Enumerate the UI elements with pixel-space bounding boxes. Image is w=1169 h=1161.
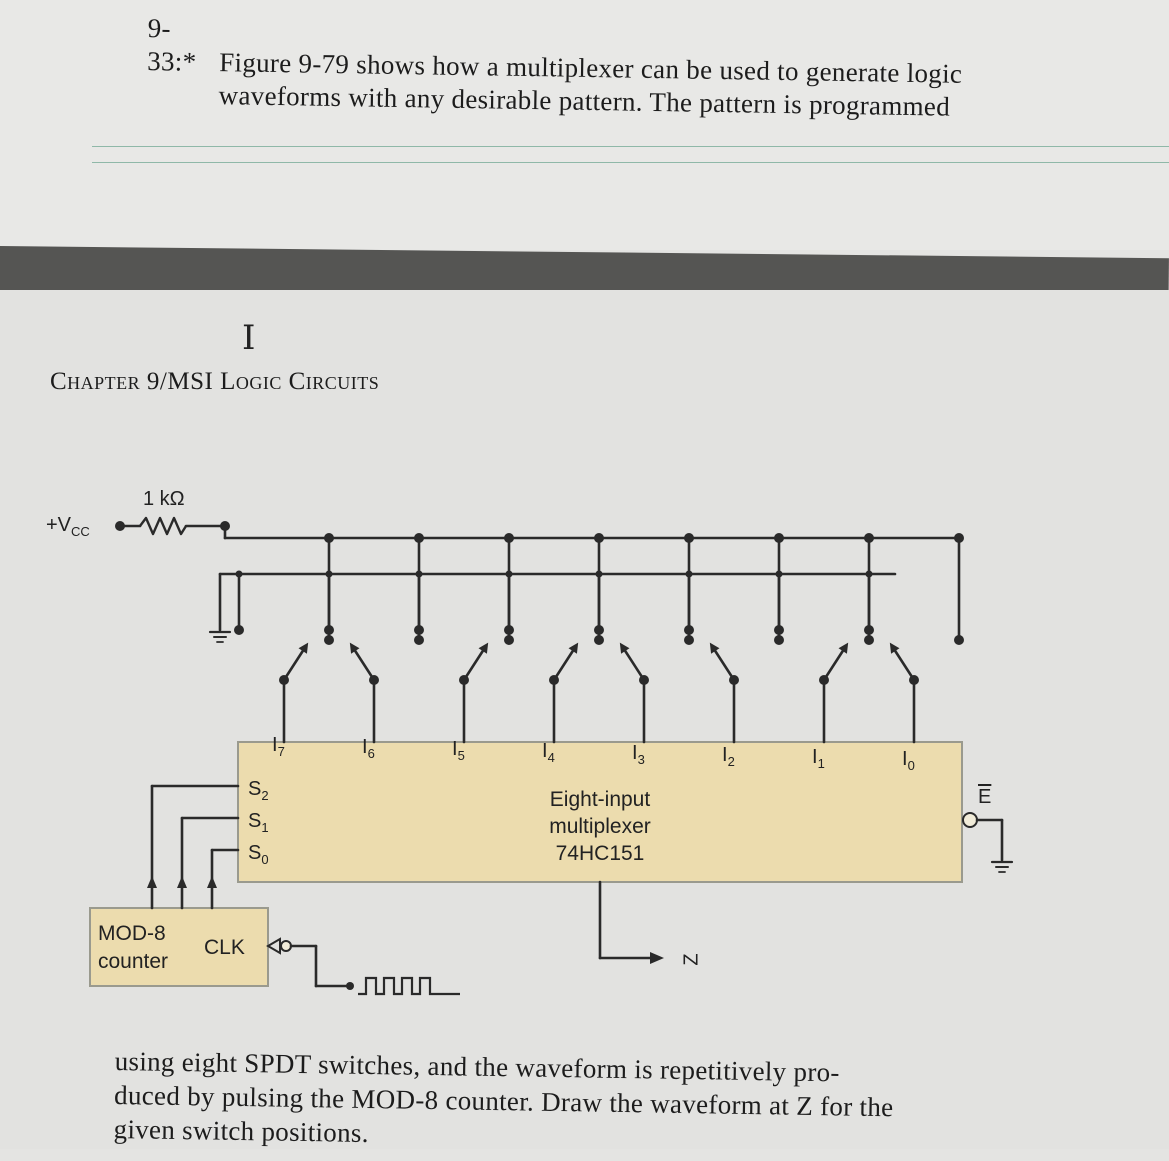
switch-2-high-contact <box>504 635 514 645</box>
switch-7-high-contact <box>954 635 964 645</box>
input-label-i7 <box>272 734 285 759</box>
clk-triangle <box>268 939 280 953</box>
switch-5-arrow <box>706 640 720 654</box>
enable-label: $\overline{E}$ <box>978 786 992 808</box>
input-label-i5 <box>452 738 465 763</box>
input-label-i0-sub: 0 <box>907 758 915 773</box>
switch-2-arrow <box>479 640 493 654</box>
input-label-i5-main: I <box>452 738 458 760</box>
circuit-figure <box>40 480 1050 1020</box>
input-label-i7-sub: 7 <box>277 744 285 759</box>
select-label-s0: $S_0$ <box>248 842 269 867</box>
switch-2-low-junction <box>416 571 423 578</box>
counter-label-line-2: counter <box>98 950 169 973</box>
enable-bubble <box>963 813 977 827</box>
problem-text <box>146 12 1137 127</box>
input-label-i2-main: I <box>722 744 728 766</box>
mux-label-line-3: 74HC151 <box>555 842 645 865</box>
switch-4-arrow <box>616 640 630 654</box>
continuation-line-2: duced by pulsing the MOD-8 counter. Draw the waveform at Z for the <box>113 1079 894 1123</box>
select-label-s1: $S_1$ <box>248 810 269 835</box>
switch-3-low-junction <box>506 571 513 578</box>
switch-6-arrow <box>839 640 853 654</box>
continuation-text <box>113 1044 1054 1161</box>
input-label-i6 <box>362 736 375 761</box>
input-label-i1-main: I <box>812 746 818 768</box>
input-label-i1-sub: 1 <box>817 756 825 771</box>
output-label-z: Z <box>680 953 703 966</box>
counter-label <box>98 920 168 976</box>
input-label-i6-main: I <box>362 736 368 758</box>
green-rule-bottom <box>92 162 1169 163</box>
input-label-i5-sub: 5 <box>457 748 465 763</box>
switch-3-low-contact <box>504 625 514 635</box>
output-arrow <box>650 952 664 964</box>
input-label-i4-sub: 4 <box>547 750 555 765</box>
switch-3-high-contact <box>594 635 604 645</box>
resistor-zigzag <box>140 518 186 534</box>
switch-0-high-contact <box>324 635 334 645</box>
clk-label: CLK <box>204 936 245 959</box>
input-label-i6-sub: 6 <box>367 746 375 761</box>
resistor-label: 1 kΩ <box>143 488 185 510</box>
clk-bubble <box>281 941 291 951</box>
problem-line-1: Figure 9-79 shows how a multiplexer can be used to generate logic <box>218 47 963 89</box>
select-label-s2: $S_2$ <box>248 778 269 803</box>
switch-1-lever <box>352 646 374 680</box>
switch-7-lever <box>892 646 914 680</box>
switch-0-low-junction <box>236 571 243 578</box>
switch-4-high-contact <box>684 635 694 645</box>
switch-2-lever <box>464 646 486 680</box>
green-rule-top <box>92 146 1169 147</box>
input-label-i7-main: I <box>272 734 278 756</box>
mux-label-line-1: Eight-input <box>549 788 651 811</box>
switch-7-arrow <box>886 640 900 654</box>
switch-3-lever <box>554 646 576 680</box>
mux-label <box>520 786 680 867</box>
switch-1-low-junction <box>326 571 333 578</box>
switch-7-low-junction <box>866 571 873 578</box>
input-label-i3-sub: 3 <box>637 752 645 767</box>
switch-5-low-junction <box>686 571 693 578</box>
switch-0-low-contact <box>234 625 244 635</box>
switch-4-lever <box>622 646 644 680</box>
input-label-i3 <box>632 742 645 767</box>
switch-4-low-contact <box>594 625 604 635</box>
clk-source-node <box>346 982 354 990</box>
switch-3-arrow <box>569 640 583 654</box>
switch-5-high-contact <box>774 635 784 645</box>
select-line-1-arrow <box>177 876 187 888</box>
input-label-i1 <box>812 746 825 771</box>
input-label-i3-main: I <box>632 742 638 764</box>
problem-number: 9-33:* <box>146 12 197 77</box>
switch-6-high-contact <box>864 635 874 645</box>
switch-0-arrow <box>299 640 313 654</box>
input-label-i0 <box>902 748 915 773</box>
switch-1-high-contact <box>414 635 424 645</box>
select-line-2-arrow <box>207 876 217 888</box>
switch-1-arrow <box>346 640 360 654</box>
text-cursor-icon: I <box>242 318 256 358</box>
input-label-i2 <box>722 744 735 769</box>
switch-6-low-junction <box>776 571 783 578</box>
input-label-i4 <box>542 740 555 765</box>
switch-5-lever <box>712 646 734 680</box>
select-line-0-arrow <box>147 876 157 888</box>
input-label-i2-sub: 2 <box>727 754 735 769</box>
input-label-i0-main: I <box>902 748 908 770</box>
switch-1-low-contact <box>324 625 334 635</box>
vcc-label: $+V_{CC}$ <box>46 514 90 539</box>
switch-7-low-contact <box>864 625 874 635</box>
chapter-header: Chapter 9/MSI Logic Circuits <box>50 368 380 395</box>
problem-line-2: waveforms with any desirable pattern. The pattern is programmed <box>218 80 951 122</box>
switch-2-low-contact <box>414 625 424 635</box>
continuation-line-3: given switch positions. <box>113 1113 370 1148</box>
clock-waveform <box>358 978 460 994</box>
switch-4-low-junction <box>596 571 603 578</box>
input-label-i4-main: I <box>542 740 548 762</box>
continuation-line-1: using eight SPDT switches, and the waveform is repetitively pro- <box>114 1045 840 1088</box>
switch-5-low-contact <box>684 625 694 635</box>
switch-0-lever <box>284 646 306 680</box>
switch-6-low-contact <box>774 625 784 635</box>
mux-label-line-2: multiplexer <box>549 815 651 838</box>
counter-label-line-1: MOD-8 <box>98 922 166 945</box>
switch-6-lever <box>824 646 846 680</box>
